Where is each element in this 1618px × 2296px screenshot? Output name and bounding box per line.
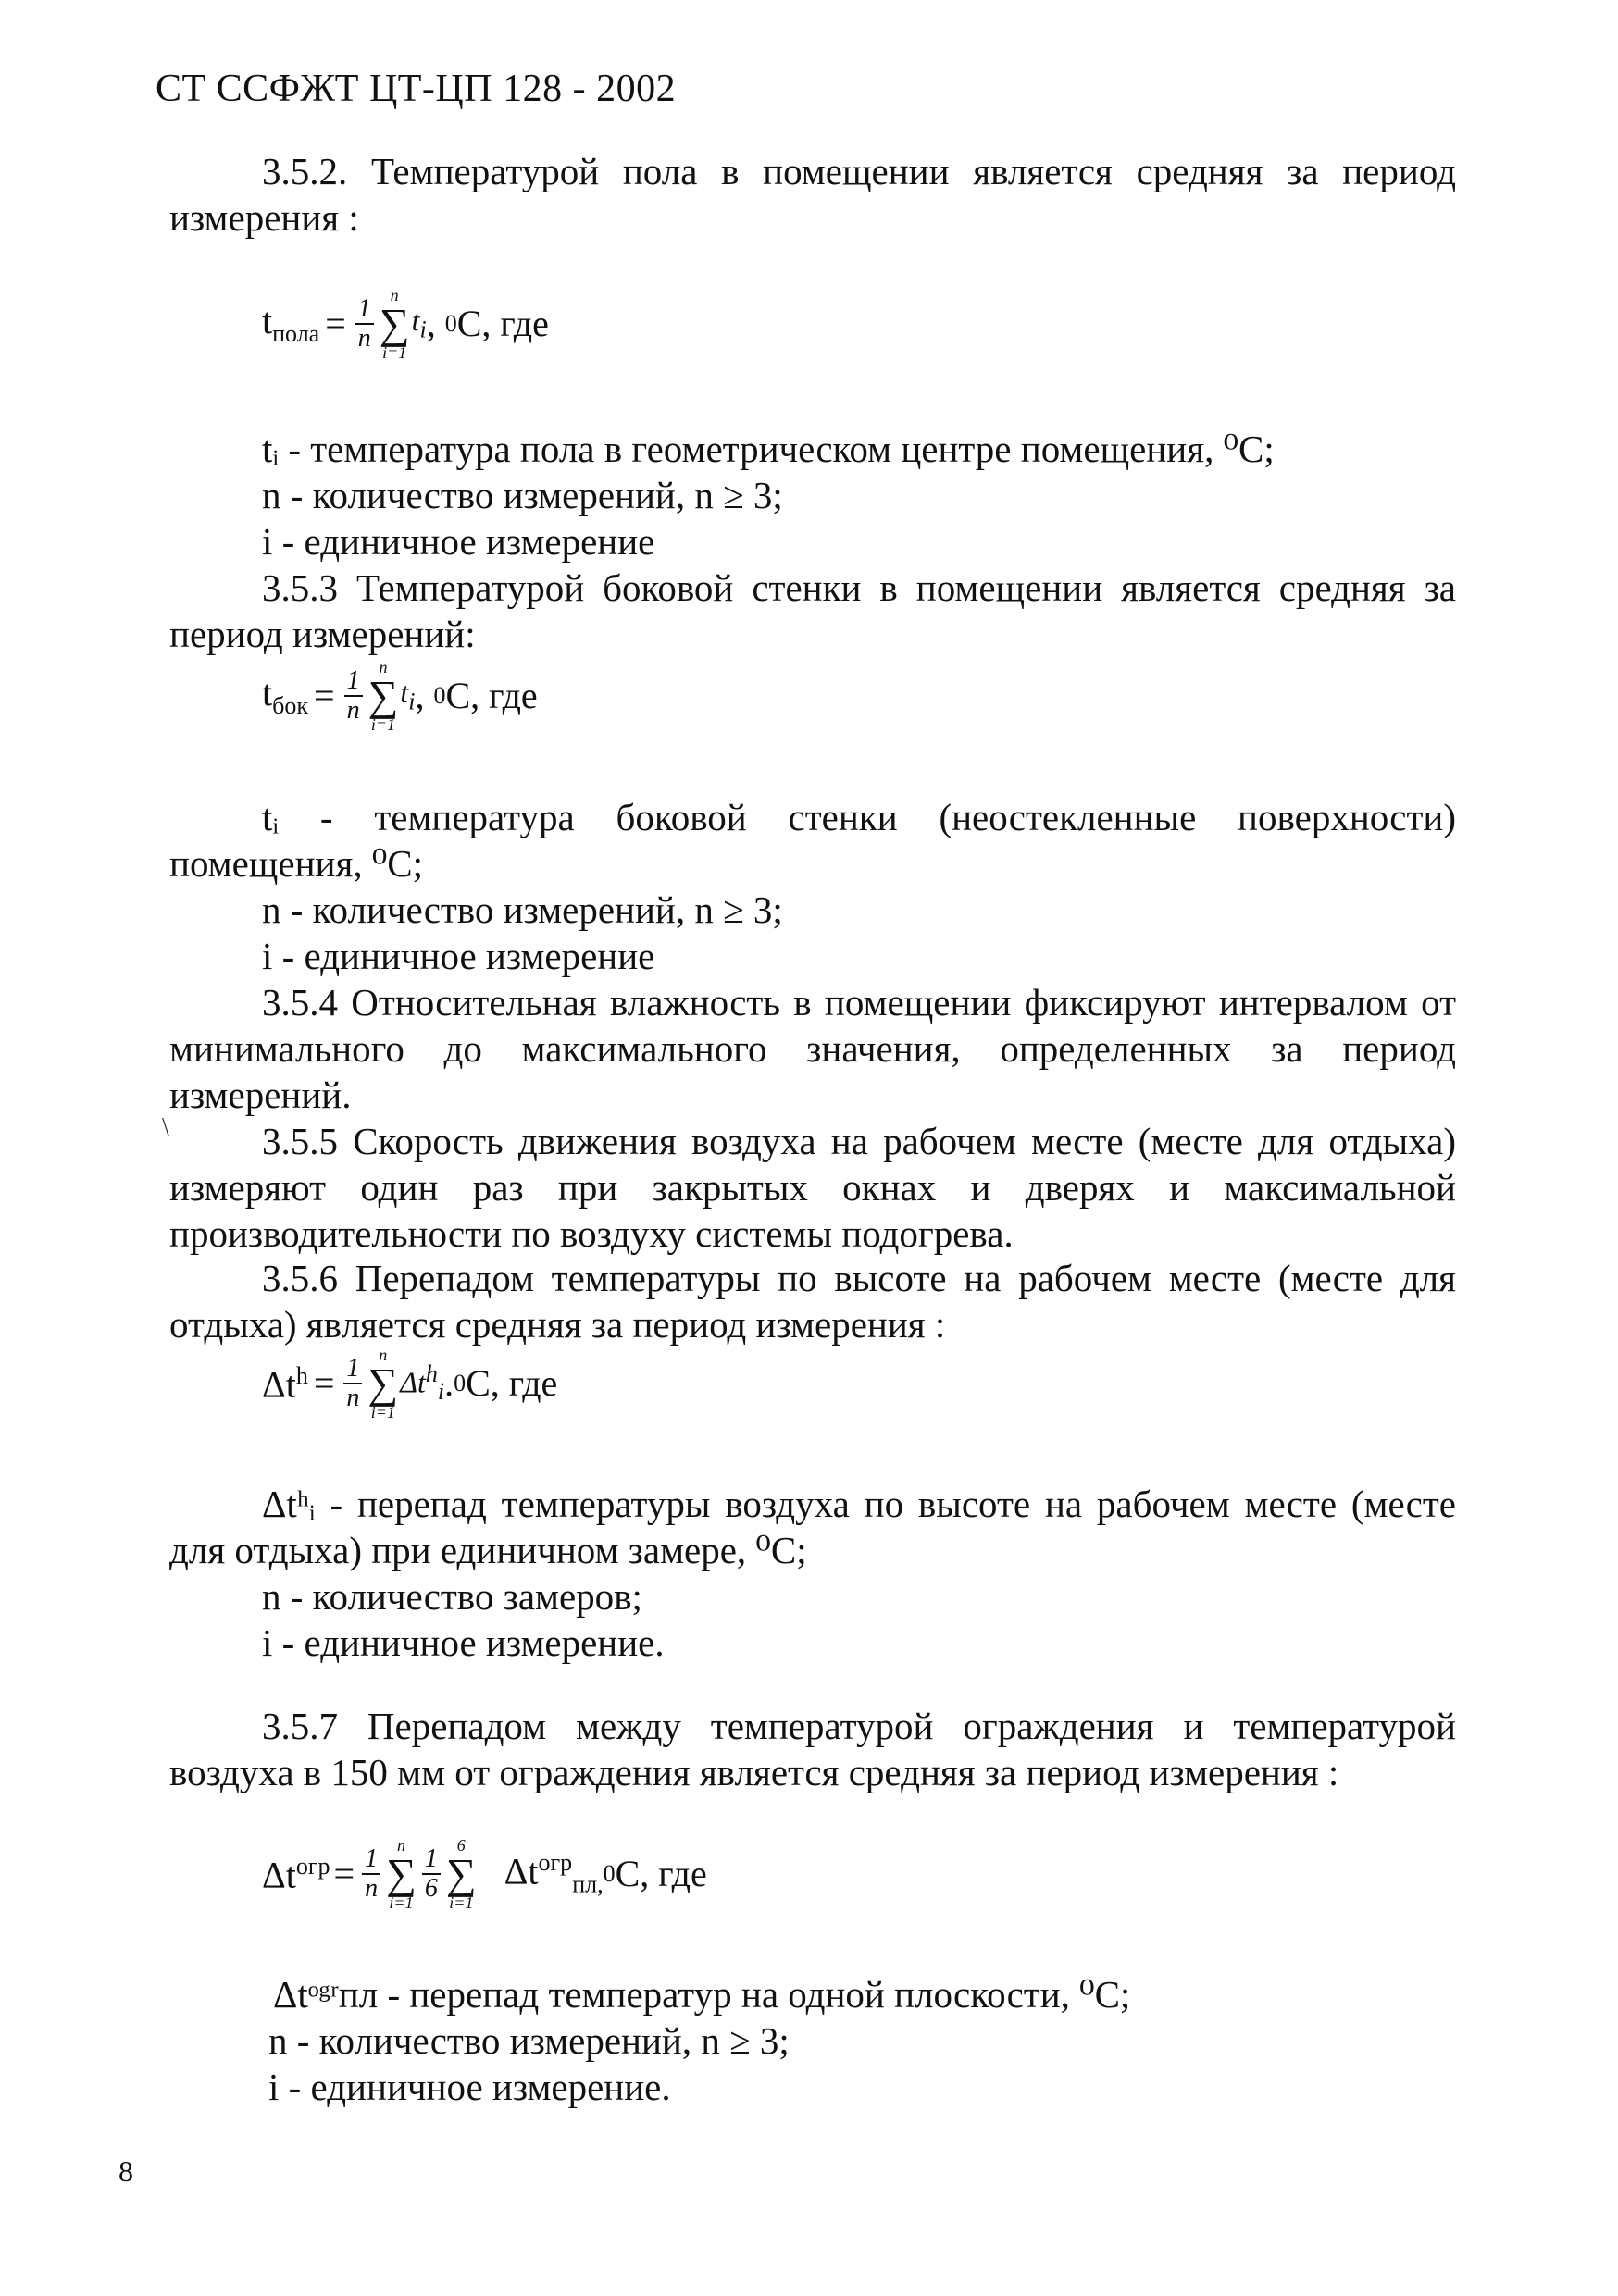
formula-degree: 0 bbox=[433, 682, 446, 709]
section-3-5-4 bbox=[169, 979, 1456, 1118]
section-3-5-5 bbox=[169, 1118, 1456, 1257]
formula-sep: , bbox=[426, 303, 445, 344]
page-number: 8 bbox=[118, 2154, 133, 2188]
formula-unit: С, где bbox=[466, 1362, 558, 1404]
section-3-5-4-line3: измерений. bbox=[169, 1074, 352, 1116]
definition-line: n - количество измерений, n ≥ 3; bbox=[262, 474, 783, 516]
definition-line: n - количество замеров; bbox=[262, 1575, 642, 1618]
formula-sum-planes: 6 ∑ i=1 bbox=[445, 1836, 477, 1912]
formula-fraction: $\frac{1}{n}$ bbox=[343, 1355, 362, 1412]
definition-line: Δtʰᵢ - перепад температуры воздуха по высоте на рабочем месте (месте bbox=[262, 1483, 1456, 1525]
section-3-5-3-line1: 3.5.3 Температурой боковой стенки в помещении является средняя за bbox=[262, 566, 1456, 609]
section-3-5-7-line1: 3.5.7 Перепадом между температурой ограждения и температурой bbox=[262, 1705, 1456, 1747]
section-3-5-4-line2: минимального до максимального значения, определенных за период bbox=[169, 1027, 1456, 1070]
definition-line: n - количество измерений, n ≥ 3; bbox=[262, 888, 783, 931]
scan-mark: \ bbox=[162, 1113, 169, 1142]
formula-fraction: $\frac{1}{n}$ bbox=[362, 1845, 380, 1903]
formula-fraction-sixth: $\frac{1}{6}$ bbox=[422, 1845, 441, 1903]
formula-equals: = bbox=[333, 1853, 355, 1894]
formula-fraction: $\frac{1}{n}$ bbox=[355, 295, 374, 353]
formula-sep: , bbox=[415, 675, 434, 716]
section-3-5-7 bbox=[169, 1703, 1456, 1795]
definition-line: Δtᵒᵍʳпл - перепад температур на одной плоскости, ⁰С; bbox=[273, 1973, 1131, 2016]
formula-height-difference bbox=[262, 1347, 557, 1421]
formula-term: $\Delta t^h_i$ bbox=[400, 1360, 445, 1406]
definition-height bbox=[262, 1481, 1456, 1527]
section-3-5-7-line2: воздуха в 150 мм от ограждения является средняя за период измерения : bbox=[169, 1751, 1339, 1793]
formula-sum: n ∑ i=1 bbox=[367, 658, 399, 734]
definition-line: tᵢ - температура пола в геометрическом центре помещения, ⁰С; bbox=[262, 428, 1275, 470]
definition-line: i - единичное измерение bbox=[262, 935, 655, 977]
formula-degree: 0 bbox=[444, 310, 457, 337]
definition-line: tᵢ - температура боковой стенки (неостекленные поверхности) bbox=[262, 796, 1456, 838]
formula-equals: = bbox=[325, 303, 346, 344]
formula-lhs: $t_{пола}$ bbox=[262, 299, 320, 347]
section-3-5-6 bbox=[169, 1255, 1456, 1347]
formula-equals: = bbox=[313, 1362, 335, 1404]
definition-line: n - количество измерений, n ≥ 3; bbox=[268, 2019, 790, 2062]
definition-line: i - единичное измерение. bbox=[268, 2066, 671, 2108]
section-3-5-5-line2: измеряют один раз при закрытых окнах и дверях и максимальной bbox=[169, 1166, 1456, 1209]
formula-unit: С, где bbox=[615, 1853, 707, 1894]
formula-sep: . bbox=[444, 1362, 454, 1404]
document-header: СТ ССФЖТ ЦТ-ЦП 128 - 2002 bbox=[156, 68, 677, 110]
formula-wall-temperature bbox=[262, 659, 538, 733]
formula-term: $t_i$ bbox=[400, 676, 416, 715]
formula-fraction: $\frac{1}{n}$ bbox=[344, 667, 363, 725]
section-3-5-6-line2: отдыха) является средняя за период измерения : bbox=[169, 1303, 946, 1346]
section-3-5-5-line3: производительности по воздуху системы подогрева. bbox=[169, 1212, 1014, 1255]
formula-floor-temperature bbox=[262, 287, 549, 361]
section-3-5-3-line2: период измерений: bbox=[169, 613, 476, 655]
formula-sum: n ∑ i=1 bbox=[386, 1836, 417, 1912]
formula-sum: n ∑ i=1 bbox=[379, 286, 410, 362]
formula-lhs: $t_{бок}$ bbox=[262, 671, 308, 719]
formula-sum: n ∑ i=1 bbox=[367, 1346, 399, 1421]
formula-degree: 0 bbox=[603, 1860, 616, 1887]
section-3-5-4-line1: 3.5.4 Относительная влажность в помещении фиксируют интервалом от bbox=[262, 981, 1456, 1024]
definition-line: помещения, ⁰С; bbox=[169, 842, 423, 885]
definition-line: для отдыха) при единичном замере, ⁰С; bbox=[169, 1529, 807, 1571]
definition-wall bbox=[262, 794, 1456, 840]
formula-unit: С, где bbox=[445, 675, 538, 716]
formula-term: $t_i$ bbox=[411, 304, 427, 343]
formula-term: $\Delta t^{огр}_{пл,}$ bbox=[504, 1849, 604, 1898]
section-3-5-3 bbox=[169, 565, 1456, 657]
formula-lhs: $\Delta t^{огр}$ bbox=[262, 1852, 330, 1896]
definition-line: i - единичное измерение. bbox=[262, 1621, 665, 1664]
section-3-5-2-line2: измерения : bbox=[169, 196, 359, 239]
section-3-5-5-line1: 3.5.5 Скорость движения воздуха на рабочем месте (месте для отдыха) bbox=[262, 1120, 1456, 1162]
formula-degree: 0 bbox=[454, 1370, 467, 1396]
formula-enclosure-difference bbox=[262, 1837, 707, 1911]
definition-line: i - единичное измерение bbox=[262, 520, 655, 563]
section-3-5-6-line1: 3.5.6 Перепадом температуры по высоте на рабочем месте (месте для bbox=[262, 1257, 1456, 1299]
formula-equals: = bbox=[314, 675, 335, 716]
formula-lhs: $\Delta t^h$ bbox=[262, 1361, 308, 1406]
section-3-5-2-line1: 3.5.2. Температурой пола в помещении является средняя за период bbox=[262, 150, 1456, 192]
formula-unit: С, где bbox=[456, 303, 549, 344]
section-3-5-2 bbox=[169, 148, 1456, 241]
